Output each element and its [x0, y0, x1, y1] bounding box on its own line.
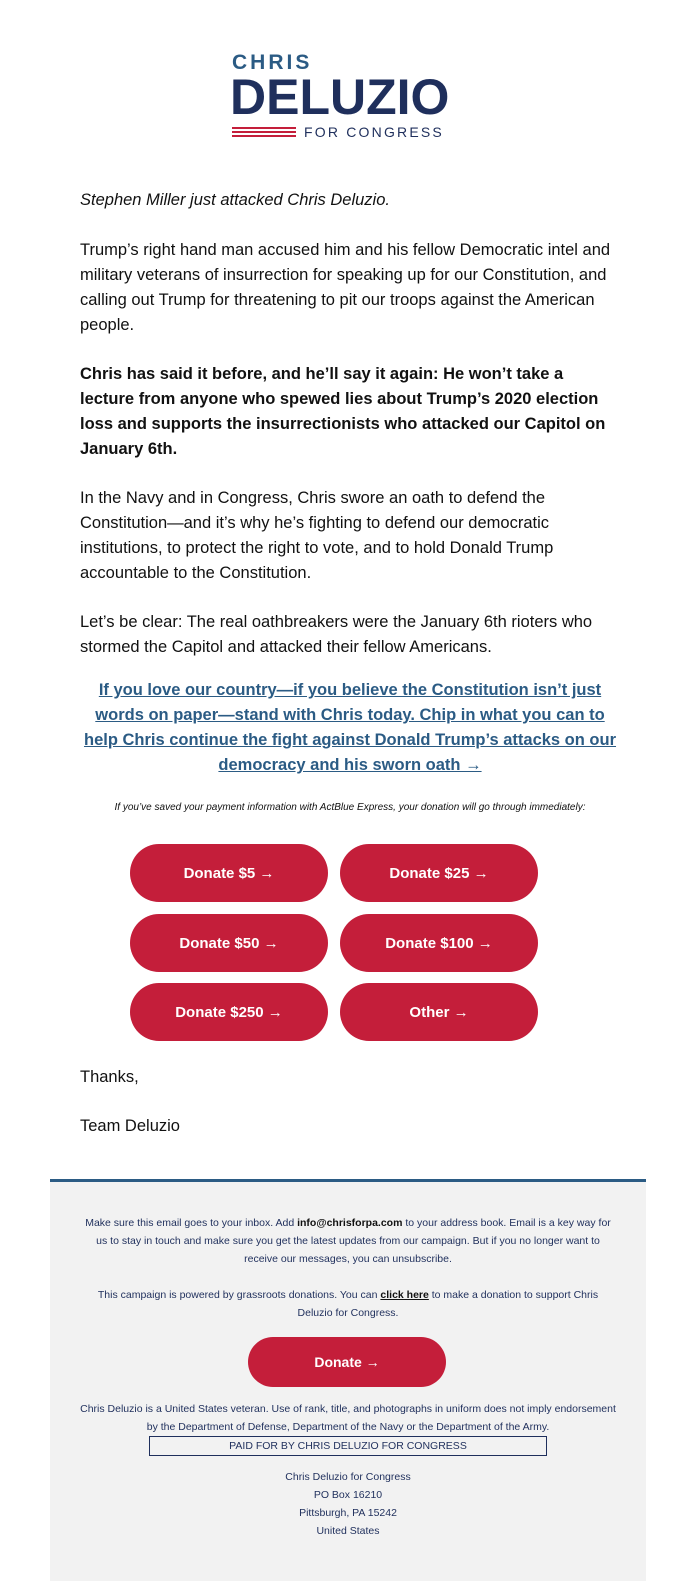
- contact-email: info@chrisforpa.com: [297, 1217, 403, 1229]
- donate-250-button[interactable]: Donate $250 →: [130, 983, 328, 1041]
- donate-cta-link[interactable]: If you love our country—if you believe the Constitution isn’t just words on paper—stand with Chris today. Chip in what you can to help Chris continue the fight against Donald Trump’s attacks on our democracy and his sworn oath →: [83, 681, 617, 774]
- paragraph-bold-statement: Chris has said it before, and he’ll say it again: He won’t take a lecture from anyone who spewed lies about Trump’s 2020 election loss and supports the insurrectionists who attacked our Capitol on January 6th.: [80, 365, 606, 458]
- paragraph-clear: Let’s be clear: The real oathbreakers were the January 6th rioters who stormed the Capitol and attacked their fellow Americans.: [80, 613, 593, 656]
- logo-stripes: [232, 125, 296, 139]
- inbox-note: [80, 1214, 616, 1268]
- address-line: Pittsburgh, PA 15242: [299, 1507, 397, 1519]
- footer-donate-button[interactable]: Donate →: [248, 1337, 446, 1387]
- inbox-note-post: to your address book. Email is a key way for us to stay in touch and make sure you get the latest updates from our campaign. But if you no longer want to receive our messages, you can unsubscribe.: [96, 1217, 611, 1265]
- logo-subtitle: FOR CONGRESS: [304, 124, 444, 140]
- inbox-note-pre: Make sure this email goes to your inbox. Add: [85, 1217, 298, 1229]
- grassroots-note: [80, 1286, 616, 1322]
- logo-last-name: DELUZIO: [230, 69, 450, 125]
- address-line: Chris Deluzio for Congress: [285, 1471, 411, 1483]
- campaign-logo: [0, 52, 700, 144]
- logo-first-name: CHRIS: [232, 51, 313, 74]
- signature: Team Deluzio: [80, 1117, 180, 1135]
- address-line: PO Box 16210: [313, 1489, 383, 1501]
- grassroots-note-post: to make a donation to support Chris Deluzio for Congress.: [297, 1289, 599, 1319]
- click-here-link[interactable]: click here: [380, 1289, 429, 1301]
- donate-100-button[interactable]: Donate $100 →: [340, 914, 538, 972]
- email-footer: [50, 1179, 646, 1581]
- paragraph-oath: In the Navy and in Congress, Chris swore an oath to defend the Constitution—and it’s why he’s fighting to defend our democratic institutions, to protect the right to vote, and to hold Donald Trump accountable to the Constitution.: [80, 489, 554, 582]
- closing-thanks: Thanks,: [80, 1068, 139, 1086]
- veteran-disclaimer: Chris Deluzio is a United States veteran. Use of rank, title, and photographs in uniform does not imply endorsement by the Department of Defense, Department of the Navy or the Department of the Army.: [80, 1403, 616, 1433]
- actblue-express-note: If you’ve saved your payment information with ActBlue Express, your donation will go through immediately:: [114, 802, 586, 813]
- address-line: United States: [316, 1525, 380, 1537]
- donate-25-button[interactable]: Donate $25 →: [340, 844, 538, 902]
- paid-for-disclaimer: PAID FOR BY CHRIS DELUZIO FOR CONGRESS: [149, 1436, 547, 1456]
- donate-5-button[interactable]: Donate $5 →: [130, 844, 328, 902]
- intro-paragraph: Stephen Miller just attacked Chris Deluzio.: [80, 191, 390, 209]
- donate-other-button[interactable]: Other →: [340, 983, 538, 1041]
- paragraph-accusation: Trump’s right hand man accused him and his fellow Democratic intel and military veterans of insurrection for speaking up for our Constitution, and calling out Trump for threatening to pit our troops against the American people.: [80, 241, 611, 334]
- donate-50-button[interactable]: Donate $50 →: [130, 914, 328, 972]
- mailing-address: [80, 1468, 616, 1540]
- grassroots-note-pre: This campaign is powered by grassroots donations. You can: [97, 1289, 381, 1301]
